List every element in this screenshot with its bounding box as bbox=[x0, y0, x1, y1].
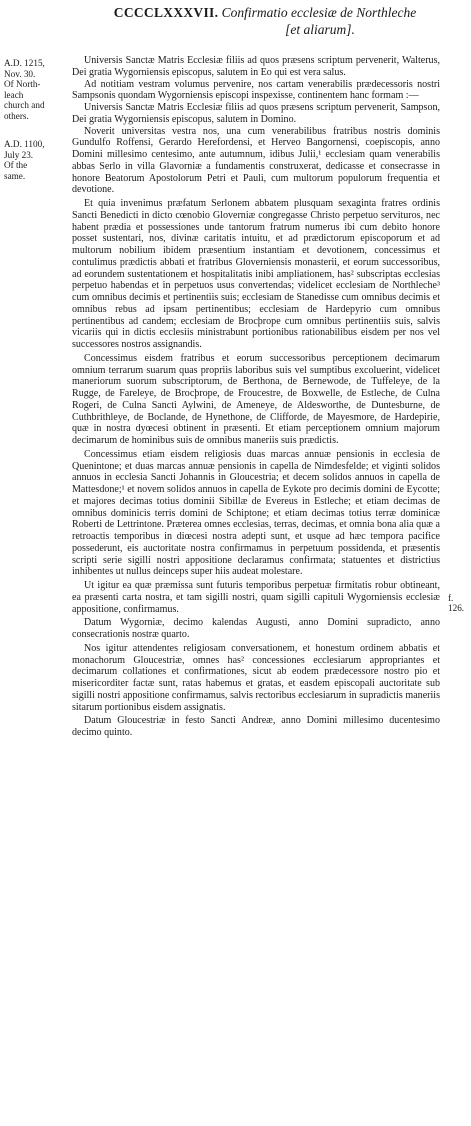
paragraph-greeting-walterus: Universis Sanctæ Matris Ecclesiæ filiis ad quos præsens scriptum pervenerit, Walterus, Dei gratia Wygorniensis episcopus, salutem in Eo qui est vera salus. bbox=[72, 55, 440, 78]
margin-note-date-1215: A.D. 1215, Nov. 30. Of North- leach church and others. bbox=[4, 58, 45, 121]
paragraph-pensions-grant: Concessimus etiam eisdem religiosis duas marcas annuæ pensionis in ecclesia de Quenintone; et duas marcas annuæ pensionis in capella de Nimdesfelde; et viginti solidos annuos in ecclesia Sancti Johannis in Gloucestria; et decem solidos annuos in capella de Mattesdone;¹ et novem solidos annuos in capella de Eykote pro decimis domini de Eycotte; et majores decimas totius dominii Sibillæ de Evereus in Estleche; et etiam decimas de omnibus dominicis terris domini de Schiptone; et etiam decimas totius terræ dominicæ Roberti de Lettrintone. Præterea omnes ecclesias, terras, decimas, et omnia bona alia quæ a retroactis temporibus in diœcesi nostra adepti sunt, et usque ad hæc tempora pacifice possederunt, eis auctoritate nostra confirmamus in perpetuum possidenda, et præsentis scripti serie sigilli nostri appositione declaramus confirmata; statuentes et districtius inhibentes ut nullus deinceps super hiis audeat molestare. bbox=[72, 448, 440, 578]
folio-marker: f. 126. bbox=[448, 593, 465, 613]
margin-note-date-1100: A.D. 1100, July 23. Of the same. bbox=[4, 139, 45, 181]
paragraph-confirmation: Nos igitur attendentes religiosam conversationem, et honestum ordinem abbatis et monachorum Gloucestriæ, omnes has² concessiones ecclesiarum appropriantes et decimarum collationes et confirmationes, sicut ab eodem prædecessore nostro pio et misericorditer factæ sunt, ratas habemus et gratas, et easdem episcopali auctoritate sub sigilli nostri appositione confirmamus, salvis rectoribus ecclesiarum in supradictis maneriis sitarum portionibus eisdem assignatis. bbox=[72, 642, 440, 713]
charter-title-continued: [et aliarum]. bbox=[285, 22, 355, 37]
paragraph-dating-wygornia: Datum Wygorniæ, decimo kalendas Augusti, anno Domini supradicto, anno consecrationis nostræ quarto. bbox=[72, 617, 440, 640]
charter-title: Confirmatio ecclesiæ de Northleche bbox=[221, 5, 417, 20]
paragraph-greeting-sampson: Universis Sanctæ Matris Ecclesiæ filiis ad quos præsens scriptum pervenerit, Sampson, Dei gratia Wygorniensis episcopus, salutem in Domino. bbox=[72, 102, 440, 125]
charter-body bbox=[72, 55, 440, 739]
paragraph-tithes-grant: Concessimus eisdem fratribus et eorum successoribus perceptionem decimarum omnium terrarum suarum quas propriis laboribus suis vel sumptibus excoluerint, videlicet maneriorum suorum subscriptorum, de Berthona, de Bernewode, de Tuffeleye, de la Rugge, de Fareleye, de Brocþrope, de Froucestre, de Boxwelle, de Estleche, de Culna Rogeri, de Culna Sancti Aylwini, de Ameneye, de Aldesworthe, de Duntesburne, de Cuthbrithleye, de Boclande, de Hynethone, de Clifforde, de Mayesmore, de Hardepirie, quæ in nostra dyœcesi obtinent in præsenti. Et etiam perceptionem omnium majorum decimarum de hominibus suis de omnibus maneriis suis prædictis. bbox=[72, 352, 440, 446]
paragraph-dedication: Noverit universitas vestra nos, una cum venerabilibus fratribus nostris dominis Gundulfo Roffensi, Gerardo Herefordensi, et Herveo Bangornensi, coepiscopis, anno Domini millesimo centesimo, ante autumnum, idibus Julii,¹ ecclesiam quam venerabilis abbas Serlo in villa Glavorniæ a fundamentis construxerat, dedicasse et consecrasse in honore Beatorum Apostolorum Petri et Pauli, cum multorum populorum frequentia et devotione. bbox=[72, 125, 440, 196]
paragraph-sealing: Ut igitur ea quæ præmissa sunt futuris temporibus perpetuæ firmitatis robur obtineant, ea præsenti carta nostra, et tam sigilli nostri, quam sigilli capituli Wygorniensis ecclesiæ appositione, confirmamus. bbox=[72, 580, 440, 615]
paragraph-inspection: Ad notitiam vestram volumus pervenire, nos cartam venerabilis prædecessoris nostri Sampsonis quondam Wygorniensis episcopi inspexisse, continentem hanc formam :— bbox=[72, 78, 440, 102]
charter-heading bbox=[70, 4, 460, 38]
paragraph-dating-gloucester: Datum Gloucestriæ in festo Sancti Andreæ, anno Domini millesimo ducentesimo decimo quinto. bbox=[72, 715, 440, 738]
charter-number: CCCCLXXXVII. bbox=[113, 5, 219, 20]
paragraph-churches-grant: Et quia invenimus præfatum Serlonem abbatem plusquam sexaginta fratres ordinis Sancti Benedicti in dicto cœnobio Gloverniæ congregasse Christo perpetuo servituros, nec habent prædia et possessiones unde tantorum fratrum numerus ibi cum debito honore posset sustentari, nos, divinæ caritatis intuitu, et ad prædictorum episcoporum et ad multorum nobilium ibidem præsentium instantiam et devotionem, concessimus et contulimus prædictis abbati et fratribus Gloverniensis monasterii, et eorum successoribus, ad eorundem sustentationem et hospitalitatis inibi ampliationem, has² subscriptas ecclesias perpetuo habendas et in perpetuos usus convertendas; videlicet ecclesiam de Northleche³ cum omnibus decimis et pertinentiis suis; ecclesiam de Stanedisse cum omnibus decimis et omnibus rebus ad ipsam pertinentibus; ecclesiam de Hardepyrio cum omnibus pertinentibus ad candem; ecclesiam de Brocþrope cum omnibus pertinentiis suis, salvis vicariis qui in dictis ecclesiis ministrabunt portionibus rationabilibus eisdem per nos vel successores nostros assignandis. bbox=[72, 198, 440, 350]
